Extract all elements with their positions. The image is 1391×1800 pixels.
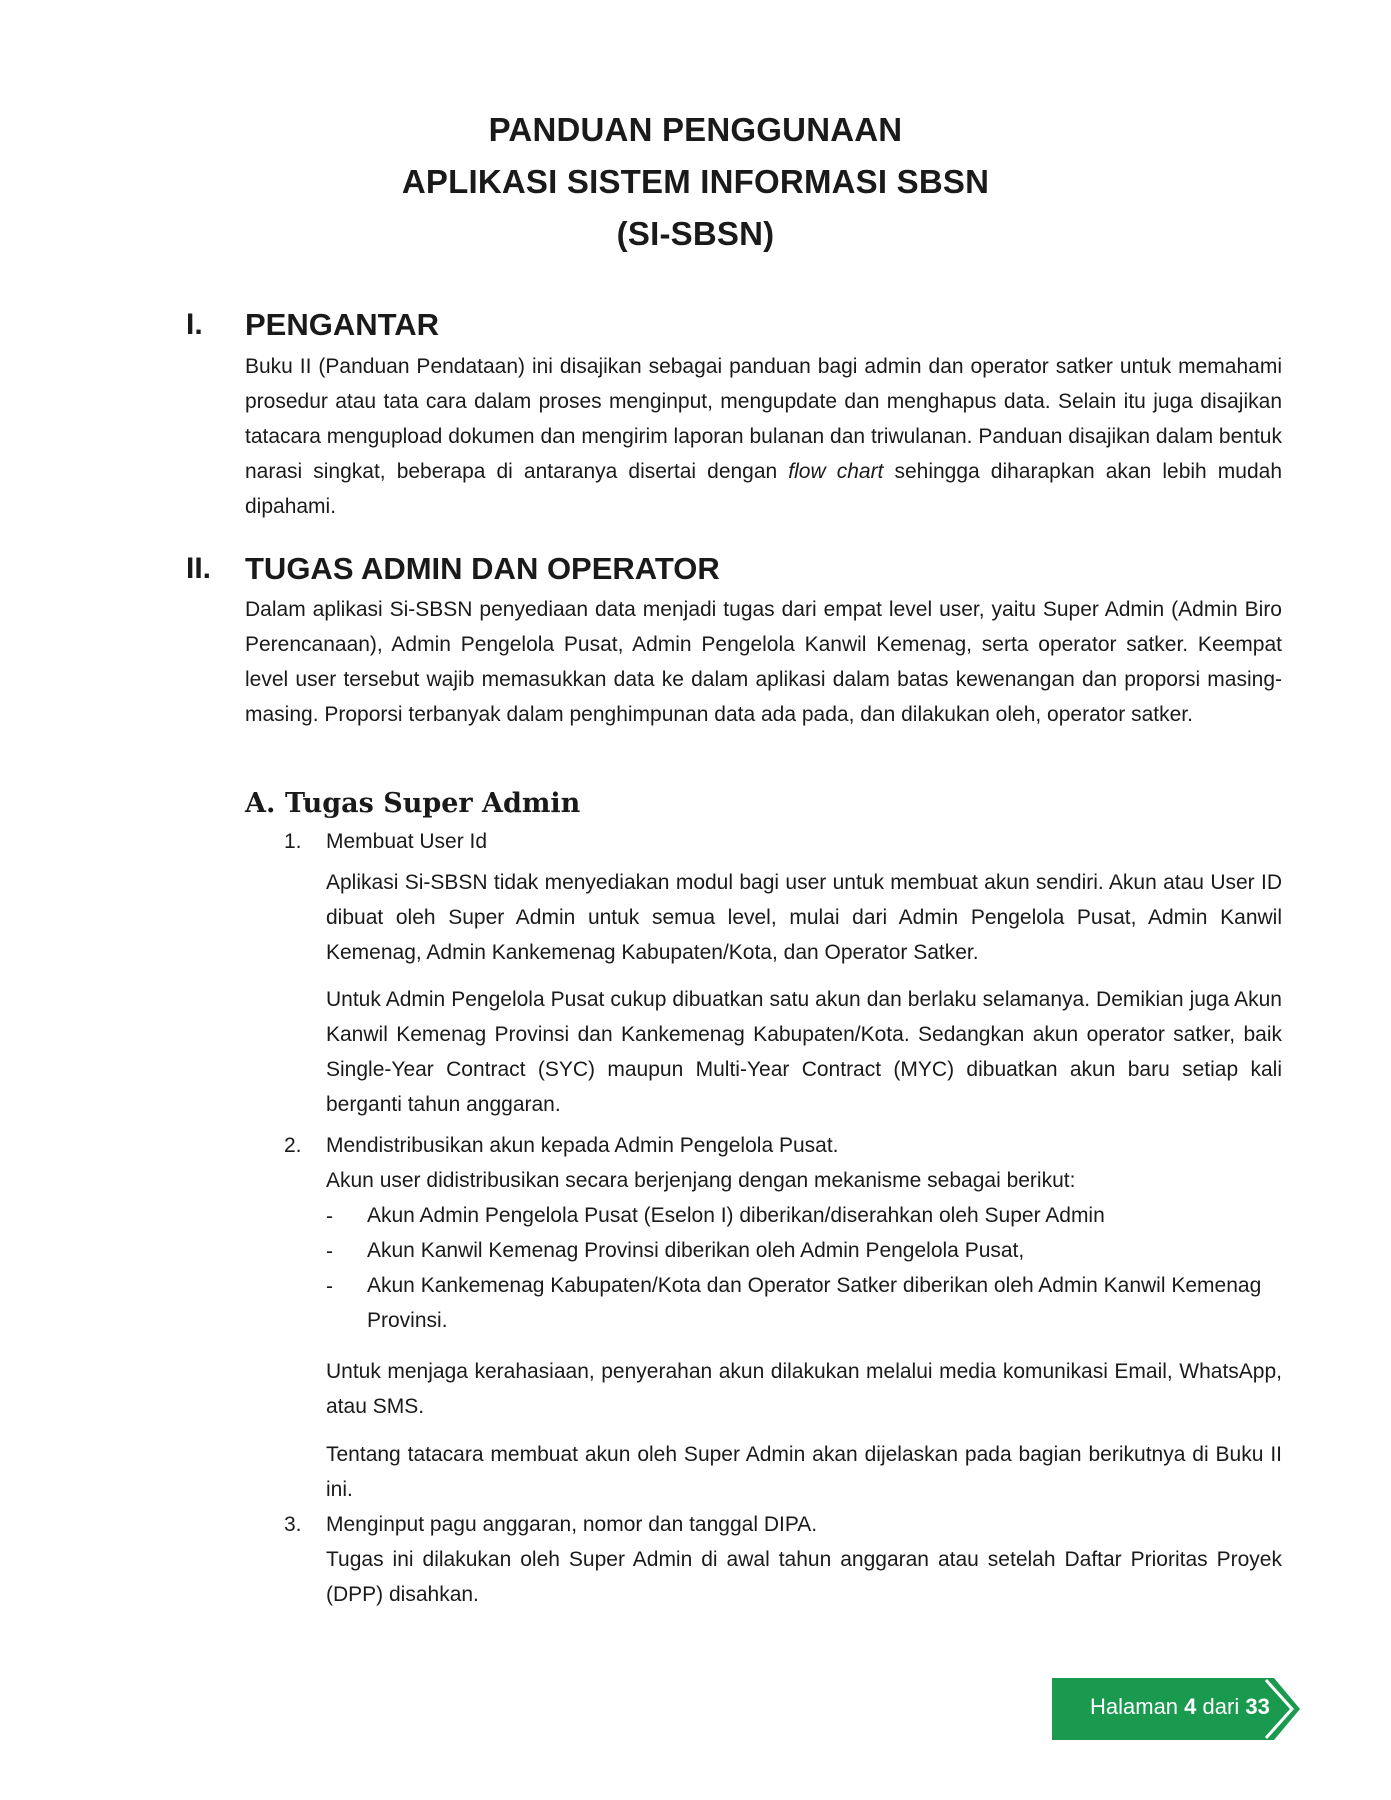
item-1-para-1: Aplikasi Si-SBSN tidak menyediakan modul bagi user untuk membuat akun sendiri. Akun atau User ID dibuat oleh Super Admin untuk semua level, mulai dari Admin Pengelola Pusat, Admin Kanwil Kemenag, Admin Kankemenag Kabupaten/Kota, dan Operator Satker.: [326, 871, 1282, 964]
title-line-3: (SI-SBSN): [616, 215, 775, 252]
page-label: Halaman: [1090, 1694, 1179, 1719]
section-1-number: I.: [186, 308, 203, 341]
section-2-number: II.: [186, 552, 212, 585]
item-2-para-2: Tentang tatacara membuat akun oleh Super Admin akan dijelaskan pada bagian berikutnya di Buku II ini.: [326, 1443, 1282, 1501]
bullet-item: Akun Admin Pengelola Pusat (Eselon I) diberikan/diserahkan oleh Super Admin: [367, 1204, 1105, 1227]
item-3-number: 3.: [284, 1513, 302, 1536]
section-1-italic: flow chart: [788, 460, 884, 483]
section-1-body: [245, 349, 1282, 524]
item-3-text: Tugas ini dilakukan oleh Super Admin di awal tahun anggaran atau setelah Daftar Prioritas Proyek (DPP) disahkan.: [326, 1548, 1282, 1606]
item-2-intro: Akun user didistribusikan secara berjenjang dengan mekanisme sebagai berikut:: [326, 1169, 1076, 1192]
page-number-text: [1090, 1694, 1270, 1720]
item-1-para-2: Untuk Admin Pengelola Pusat cukup dibuatkan satu akun dan berlaku selamanya. Demikian juga Akun Kanwil Kemenag Provinsi dan Kankemenag Kabupaten/Kota. Sedangkan akun operator satker, baik Single-Year Contract (SYC) maupun Multi-Year Contract (MYC) dibuatkan akun baru setiap kali berganti tahun anggaran.: [326, 988, 1282, 1116]
item-3-title: Menginput pagu anggaran, nomor dan tanggal DIPA.: [326, 1513, 818, 1536]
section-2-heading: TUGAS ADMIN DAN OPERATOR: [245, 551, 720, 586]
document-title: [0, 104, 1391, 260]
subsection-a-title: Tugas Super Admin: [285, 788, 581, 819]
current-page: 4: [1184, 1694, 1197, 1719]
item-2-title: Mendistribusikan akun kepada Admin Pengelola Pusat.: [326, 1134, 839, 1157]
item-2-para-1: Untuk menjaga kerahasiaan, penyerahan akun dilakukan melalui media komunikasi Email, WhatsApp, atau SMS.: [326, 1360, 1282, 1418]
section-2-body: Dalam aplikasi Si-SBSN penyediaan data menjadi tugas dari empat level user, yaitu Super Admin (Admin Biro Perencanaan), Admin Pengelola Pusat, Admin Pengelola Kanwil Kemenag, serta operator satker. Keempat level user tersebut wajib memasukkan data ke dalam aplikasi dalam batas kewenangan dan proporsi masing-masing. Proporsi terbanyak dalam penghimpunan data ada pada, dan dilakukan oleh, operator satker.: [245, 598, 1282, 726]
title-line-1: PANDUAN PENGGUNAAN: [488, 111, 903, 148]
section-1-text: Buku II (Panduan Pendataan) ini disajikan sebagai panduan bagi admin dan operator satker untuk memahami prosedur atau tata cara dalam proses menginput, mengupdate dan menghapus data. Selain itu juga disajikan tatacara mengupload dokumen dan mengirim laporan bulanan dan triwulanan. Panduan disajikan dalam bentuk narasi singkat, beberapa di antaranya disertai dengan: [245, 355, 1282, 483]
section-1-heading: PENGANTAR: [245, 307, 440, 342]
item-1-title: Membuat User Id: [326, 830, 488, 853]
title-line-2: APLIKASI SISTEM INFORMASI SBSN: [401, 163, 990, 200]
item-2-number: 2.: [284, 1134, 302, 1157]
page-of-label: dari: [1202, 1694, 1240, 1719]
subsection-a-heading: [245, 788, 580, 819]
item-1-number: 1.: [284, 830, 302, 853]
bullet-dash: -: [326, 1240, 333, 1263]
section-1-text-end: sehingga diharapkan akan lebih mudah dipahami.: [245, 460, 1282, 518]
subsection-a-letter: A.: [245, 788, 276, 819]
bullet-item: Akun Kankemenag Kabupaten/Kota dan Operator Satker diberikan oleh Admin Kanwil Kemenag Provinsi.: [367, 1274, 1262, 1332]
bullet-dash: -: [326, 1275, 333, 1298]
total-pages: 33: [1245, 1694, 1270, 1719]
bullet-dash: -: [326, 1205, 333, 1228]
bullet-item: Akun Kanwil Kemenag Provinsi diberikan oleh Admin Pengelola Pusat,: [367, 1239, 1025, 1262]
